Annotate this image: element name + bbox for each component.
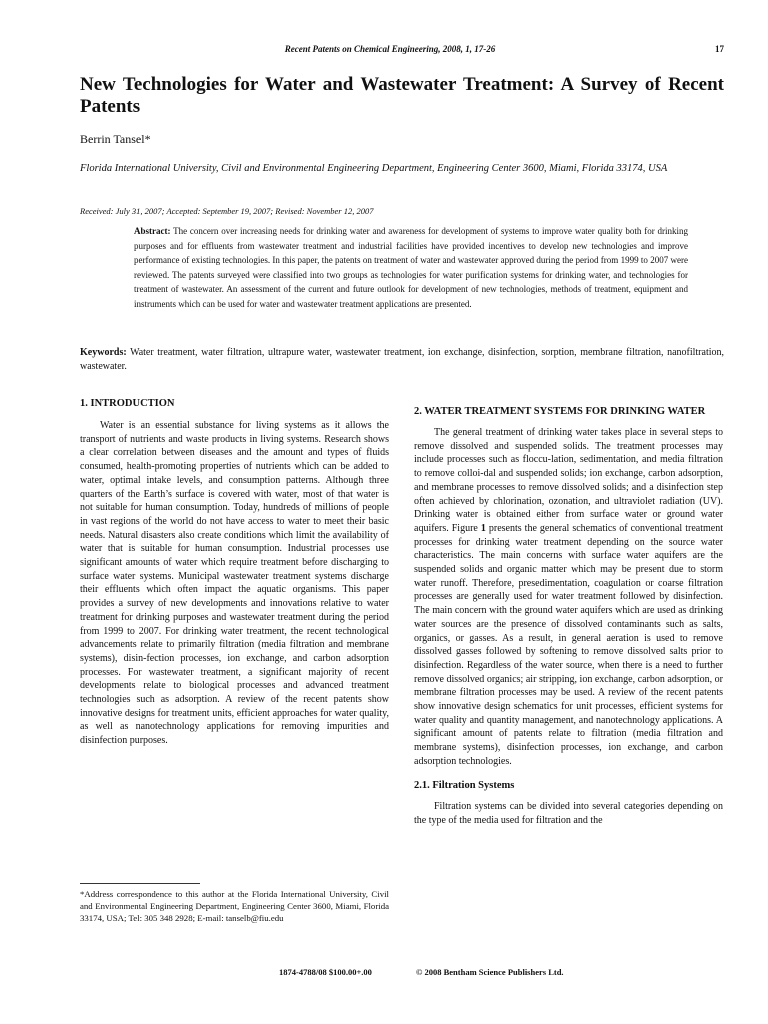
abstract — [134, 224, 688, 312]
copyright-notice: © 2008 Bentham Science Publishers Ltd. — [416, 967, 564, 977]
abstract-text: The concern over increasing needs for drinking water and awareness for development of systems to improve water quality both for drinking purposes and for effluents from wastewater treatment and industrial facilities have provided incentives to develop new technologies and improve performance of existing technologies. In this paper, the patents on treatment of water and wastewater approved during the period from 1999 to 2007 were reviewed. The patents surveyed were classified into two groups as technologies for water purification systems for drinking water, and technologies for treatment of wastewater. An assessment of the current and future outlook for development of new technologies, methods of treatment, equipment and instruments which can be used for water and wastewater treatment applications are presented. — [134, 226, 688, 309]
author-name: Berrin Tansel* — [80, 132, 151, 146]
keywords-text: Water treatment, water filtration, ultrapure water, wastewater treatment, ion exchange, disinfection, sorption, membrane filtration, nanofiltration, wastewater. — [80, 347, 725, 372]
paper-title: New Technologies for Water and Wastewater Treatment: A Survey of Recent Patents — [80, 74, 724, 117]
footnote-divider — [80, 883, 200, 884]
author-affiliation: Florida International University, Civil and Environmental Engineering Department, Engineering Center 3600, Miami, Florida 33174, USA — [80, 163, 668, 174]
section-heading-introduction: 1. INTRODUCTION — [80, 398, 175, 409]
water-treatment-paragraph: The general treatment of drinking water takes place in several steps to remove dissolved and suspended solids. The treatment processes may include processes such as floccu-lation, sedimentation, and media filtration to remove colloi-dal and suspended solids; ion exchange, carbon adsorption, and membrane processes to remove dissolved solids; and a disinfection step often achieved by chlorination, ozonation, and ultraviolet radiation (UV). Drinking water is obtained either from surface water or ground water aquifers. Figure 1 presents the general schematics of conventional treatment processes for drinking water treatment depending on the source water characteristics. The main concerns with surface water aquifers are the suspended solids and organic matter which may be present due to storm water runoff. Therefore, presedimentation, coagulation or coarse filtration processes are generally used for water treatment followed by disinfection. The main concern with the ground water aquifers which are used as drinking water sources are the presence of dissolved contaminants such as salts, organics, or gasses. As a result, in general aeration is used to remove dissolved gasses followed by softening to remove dissolved salts prior to disinfection. Regardless of the water source, when there is a need to further remove dissolved organics; air stripping, ion exchange, carbon adsorption, or membrane filtration processes may be used. A review of the recent patents show innovative design schematics for unit processes, efficient systems for water quality and quantity management, and nanotechnology applications. A significant amount of patents relate to filtration (media filtration and membrane systems), disinfection processes, ion exchange, and carbon adsorption technologies. — [414, 427, 723, 767]
filtration-paragraph: Filtration systems can be divided into several categories depending on the type of the media used for filtration and the — [414, 801, 723, 826]
left-column — [80, 397, 389, 748]
introduction-paragraph: Water is an essential substance for living systems as it allows the transport of nutrients and waste products in living systems. Research shows a clear correlation between diseases and the amount and types of fluids consumed, health-promoting properties of nutrients which can be added to water, optimal intake levels, and consumption patterns. Although three quarters of the Earth’s surface is covered with water, most of that water is not suitable for human consumption. Today, hundreds of millions of people in vast regions of the world do not have access to water to meet their basic needs. Natural disasters also create conditions which limit the availability of water that is suitable for human consumption. Industrial processes use significant amounts of water which require treatment before discharging to surface water systems. Municipal wastewater treatment systems discharge their effluents which often impact the aquatic organisms. This paper provides a survey of new developments and innovations relative to water treatment for drinking purposes and wastewater treatment during the period from 1999 to 2007. For drinking water treatment, the recent technological advancements relate to primarily filtration (media filtration and membrane systems), disin-fection processes, ion exchange, and carbon adsorption processes. For wastewater treatment, a significant majority of recent developments relate to biological processes and advanced treatment technologies such as adsorption. A review of the recent patents show innovative designs for treatment units, efficient approaches for water quality, as well as nanotechnology applications for removing impurities and disinfection purposes. — [80, 420, 389, 747]
keywords-label: Keywords: — [80, 347, 127, 358]
abstract-label: Abstract: — [134, 226, 171, 236]
keywords — [80, 346, 724, 374]
section-heading-water-treatment: 2. WATER TREATMENT SYSTEMS FOR DRINKING WATER — [414, 406, 706, 417]
correspondence-footnote: *Address correspondence to this author at the Florida International University, Civil and Environmental Engineering Department, Engineering Center 3600, Miami, Florida 33174, USA; Tel: 305 348 2928; E-mail: tanselb@fiu.edu — [80, 889, 389, 923]
subsection-heading-filtration: 2.1. Filtration Systems — [414, 779, 515, 791]
received-dates: Received: July 31, 2007; Accepted: September 19, 2007; Revised: November 12, 2007 — [80, 206, 374, 216]
journal-citation: Recent Patents on Chemical Engineering, 2008, 1, 17-26 — [284, 44, 496, 54]
figure-reference[interactable]: 1 — [480, 522, 486, 534]
right-column — [414, 405, 723, 828]
issn-price-code: 1874-4788/08 $100.00+.00 — [279, 967, 372, 977]
page-number: 17 — [715, 44, 724, 54]
